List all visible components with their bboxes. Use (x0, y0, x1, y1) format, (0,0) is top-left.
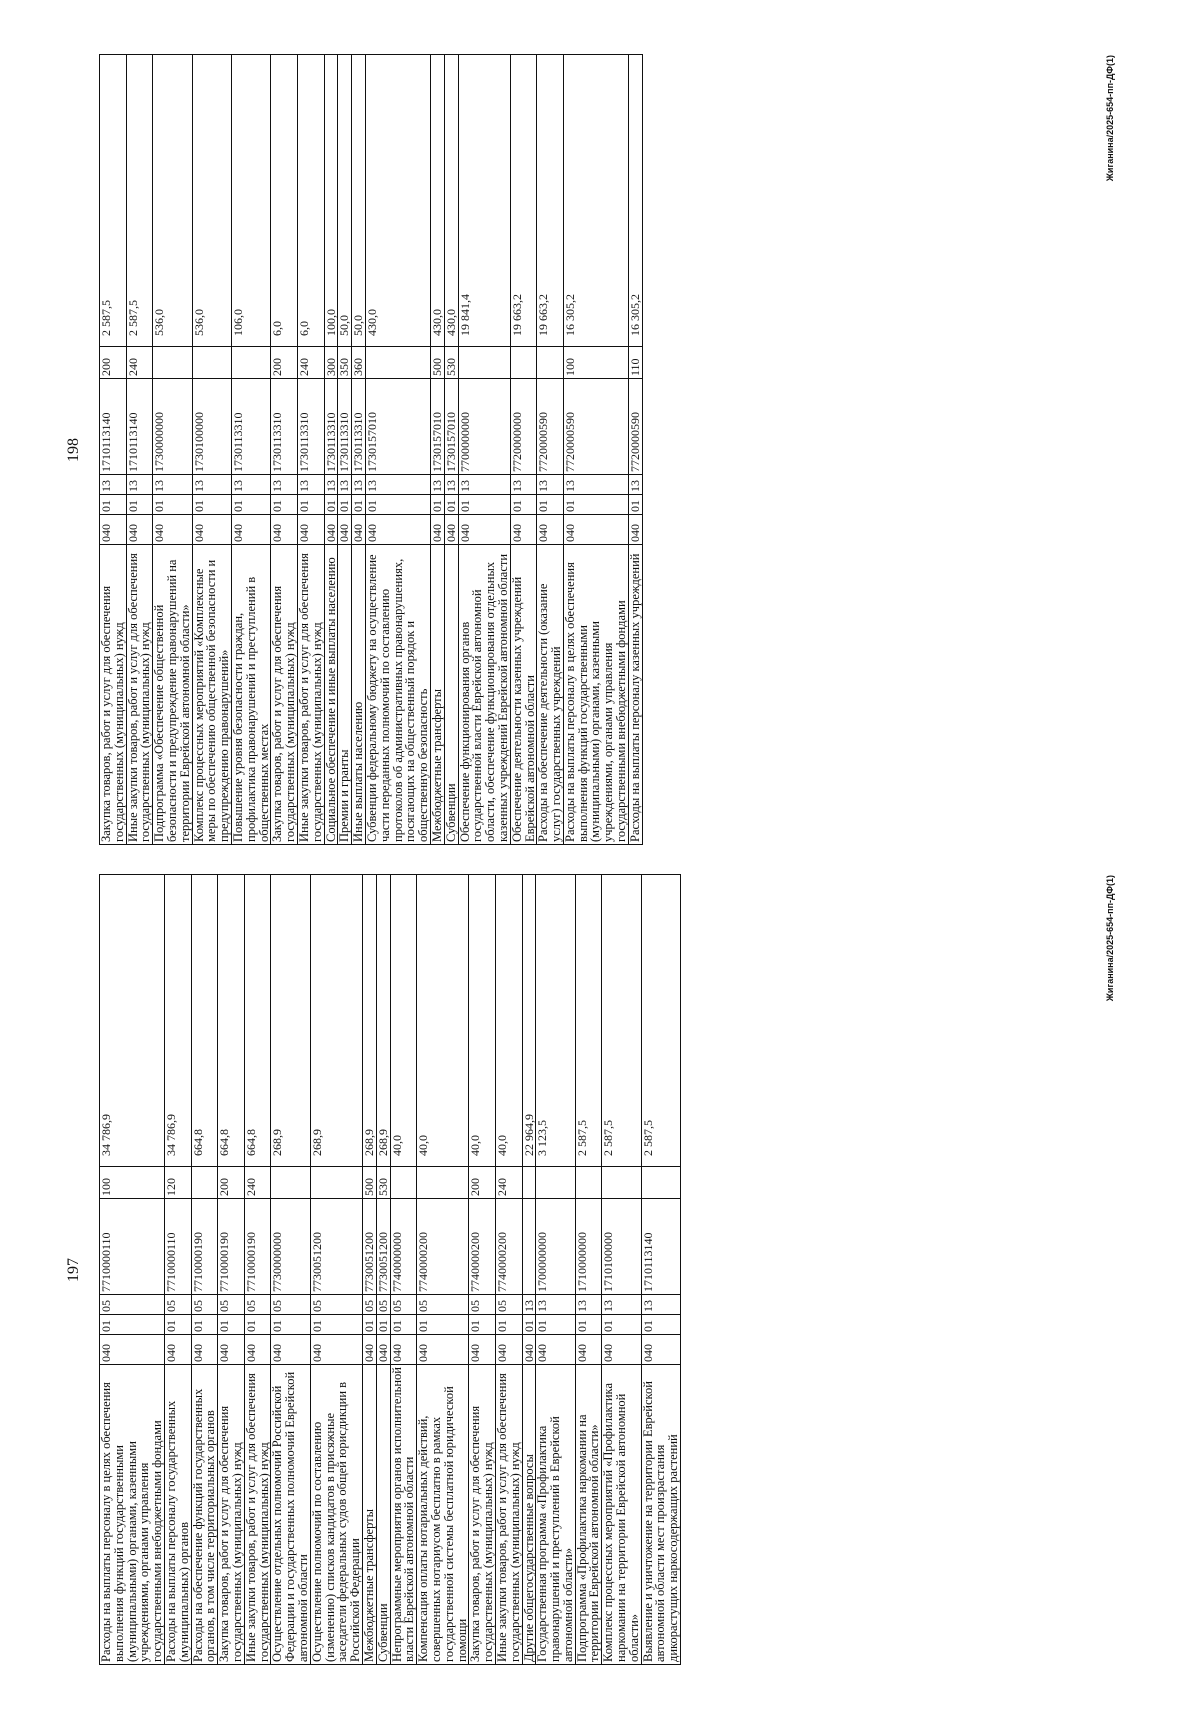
cell-rz: 01 (536, 1315, 575, 1335)
table-row (522, 875, 536, 1665)
cell-sum: 430,0 (444, 55, 458, 347)
table-row (602, 875, 641, 1665)
cell-csr: 1730113310 (352, 379, 366, 475)
cell-vr (536, 1167, 575, 1199)
table-row (575, 875, 602, 1665)
cell-pr: 13 (536, 1295, 575, 1315)
cell-vr (365, 347, 430, 379)
table-row (469, 875, 496, 1665)
cell-pr: 13 (641, 1295, 680, 1315)
cell-pr: 13 (338, 475, 352, 495)
cell-ved: 040 (536, 1335, 575, 1365)
cell-rz: 01 (563, 495, 628, 515)
table-row (100, 875, 165, 1665)
cell-name: Социальное обеспечение и иные выплаты населению (324, 545, 338, 845)
cell-vr: 350 (338, 347, 352, 379)
cell-vr: 530 (376, 1167, 390, 1199)
cell-rz: 01 (310, 1315, 362, 1335)
cell-rz: 01 (244, 1315, 271, 1335)
cell-csr: 7720000590 (628, 379, 642, 475)
cell-rz: 01 (100, 1315, 165, 1335)
cell-ved: 040 (271, 1335, 310, 1365)
cell-pr: 13 (365, 475, 430, 495)
table-row (430, 55, 444, 845)
cell-csr: 1730157010 (430, 379, 444, 475)
cell-name: Обеспечение функционирования органов государственной власти Еврейской автономной области, обеспечение функционирования отдельных казенных учреждений Еврейской автономной области (458, 545, 510, 845)
cell-vr (641, 1167, 680, 1199)
cell-vr: 110 (628, 347, 642, 379)
cell-csr: 1710113140 (641, 1199, 680, 1295)
cell-name: Межбюджетные трансферты (430, 545, 444, 845)
cell-name: Обеспечение деятельности казенных учреждений Еврейской автономной области (510, 545, 537, 845)
cell-ved: 040 (244, 1335, 271, 1365)
cell-name: Расходы на обеспечение функций государственных органов, в том числе территориальных органов (191, 1365, 218, 1665)
cell-ved: 040 (495, 1335, 522, 1365)
cell-ved: 040 (430, 515, 444, 545)
cell-rz: 01 (376, 1315, 390, 1335)
table-row (362, 875, 376, 1665)
cell-pr: 13 (458, 475, 510, 495)
cell-csr: 1700000000 (536, 1199, 575, 1295)
cell-rz: 01 (602, 1315, 641, 1335)
cell-ved: 040 (352, 515, 366, 545)
cell-csr: 7710000110 (164, 1199, 191, 1295)
cell-vr: 240 (244, 1167, 271, 1199)
cell-name: Иные закупки товаров, работ и услуг для обеспечения государственных (муниципальных) нужд (244, 1365, 271, 1665)
table-row (324, 55, 338, 845)
cell-sum: 664,8 (191, 875, 218, 1167)
cell-rz: 01 (297, 495, 324, 515)
cell-csr: 7710000110 (100, 1199, 165, 1295)
cell-pr: 05 (191, 1295, 218, 1315)
page-number: 197 (65, 1258, 82, 1282)
cell-csr: 1730113310 (297, 379, 324, 475)
cell-rz: 01 (218, 1315, 245, 1335)
cell-csr: 1730100000 (192, 379, 231, 475)
cell-ved: 040 (444, 515, 458, 545)
rotated-spread (55, 55, 1145, 1665)
cell-sum: 664,8 (244, 875, 271, 1167)
cell-name: Комплекс процессных мероприятий «Комплексные меры по обеспечению общественной безопасности и предупреждению правонарушений» (192, 545, 231, 845)
table-row (537, 55, 564, 845)
cell-vr (575, 1167, 602, 1199)
cell-name: Закупка товаров, работ и услуг для обеспечения государственных (муниципальных) нужд (218, 1365, 245, 1665)
budget-table (99, 874, 681, 1665)
cell-ved: 040 (417, 1335, 469, 1365)
table-row (231, 55, 270, 845)
cell-name: Непрограммные мероприятия органов исполнительной власти Еврейской автономной области (390, 1365, 417, 1665)
cell-vr: 240 (495, 1167, 522, 1199)
page-number: 198 (65, 438, 82, 462)
cell-pr: 05 (164, 1295, 191, 1315)
cell-csr: 7710000190 (191, 1199, 218, 1295)
cell-pr: 13 (522, 1295, 536, 1315)
cell-ved: 040 (100, 1335, 165, 1365)
cell-ved: 040 (164, 1335, 191, 1365)
cell-pr: 13 (510, 475, 537, 495)
footer-code: Жиганина/2025-654-пп-ДФ(1) (1105, 55, 1115, 182)
cell-rz: 01 (469, 1315, 496, 1335)
cell-pr: 05 (244, 1295, 271, 1315)
cell-ved: 040 (218, 1335, 245, 1365)
cell-ved: 040 (628, 515, 642, 545)
cell-pr: 05 (218, 1295, 245, 1315)
cell-name: Подпрограмма «Профилактика наркомании на территории Еврейской автономной области» (575, 1365, 602, 1665)
cell-rz: 01 (126, 495, 153, 515)
cell-name: Осуществление полномочий по составлению (изменению) списков кандидатов в присяжные заседатели федеральных судов общей юрисдикции в Российской Федерации (310, 1365, 362, 1665)
cell-sum: 22 964,9 (522, 875, 536, 1167)
cell-ved: 040 (376, 1335, 390, 1365)
cell-name: Иные закупки товаров, работ и услуг для обеспечения государственных (муниципальных) нужд (495, 1365, 522, 1665)
table-row (271, 55, 298, 845)
cell-csr: 7710000190 (244, 1199, 271, 1295)
cell-pr: 05 (495, 1295, 522, 1315)
cell-ved: 040 (537, 515, 564, 545)
cell-name: Повышение уровня безопасности граждан, профилактика правонарушений и преступлений в общественных местах (231, 545, 270, 845)
cell-pr: 05 (362, 1295, 376, 1315)
cell-name: Выявление и уничтожение на территории Еврейской автономной области мест произрастания дикорастущих наркосодержащих растений (641, 1365, 680, 1665)
cell-name: Закупка товаров, работ и услуг для обеспечения государственных (муниципальных) нужд (100, 545, 127, 845)
cell-ved: 040 (231, 515, 270, 545)
cell-vr (522, 1167, 536, 1199)
cell-rz: 01 (522, 1315, 536, 1335)
cell-ved: 040 (563, 515, 628, 545)
cell-pr: 05 (271, 1295, 310, 1315)
cell-csr: 7740000200 (495, 1199, 522, 1295)
cell-name: Премии и гранты (338, 545, 352, 845)
cell-vr: 100 (100, 1167, 165, 1199)
cell-name: Расходы на выплаты персоналу государственных (муниципальных) органов (164, 1365, 191, 1665)
cell-pr: 05 (469, 1295, 496, 1315)
table-row (218, 875, 245, 1665)
cell-pr: 05 (376, 1295, 390, 1315)
cell-sum: 430,0 (365, 55, 430, 347)
cell-rz: 01 (417, 1315, 469, 1335)
cell-sum: 2 587,5 (575, 875, 602, 1167)
table-row (495, 875, 522, 1665)
cell-ved: 040 (100, 515, 127, 545)
footer-code: Жиганина/2025-654-пп-ДФ(1) (1105, 875, 1115, 1002)
cell-ved: 040 (458, 515, 510, 545)
cell-ved: 040 (338, 515, 352, 545)
cell-rz: 01 (231, 495, 270, 515)
cell-rz: 01 (271, 495, 298, 515)
cell-sum: 268,9 (362, 875, 376, 1167)
cell-csr: 7740000000 (390, 1199, 417, 1295)
cell-pr: 13 (100, 475, 127, 495)
cell-vr (310, 1167, 362, 1199)
cell-vr (602, 1167, 641, 1199)
cell-pr: 13 (297, 475, 324, 495)
page-right (55, 55, 1145, 845)
cell-name: Иные выплаты населению (352, 545, 366, 845)
cell-rz: 01 (641, 1315, 680, 1335)
cell-vr: 100 (563, 347, 628, 379)
cell-csr: 1730113310 (231, 379, 270, 475)
cell-rz: 01 (430, 495, 444, 515)
cell-csr: 7720000590 (563, 379, 628, 475)
cell-rz: 01 (537, 495, 564, 515)
cell-vr: 530 (444, 347, 458, 379)
cell-rz: 01 (153, 495, 192, 515)
cell-rz: 01 (271, 1315, 310, 1335)
cell-sum: 2 587,5 (641, 875, 680, 1167)
cell-csr: 7730051200 (376, 1199, 390, 1295)
table-row (563, 55, 628, 845)
cell-vr: 200 (100, 347, 127, 379)
cell-sum: 34 786,9 (100, 875, 165, 1167)
cell-vr: 240 (126, 347, 153, 379)
table-row (153, 55, 192, 845)
cell-rz: 01 (495, 1315, 522, 1335)
cell-sum: 40,0 (469, 875, 496, 1167)
cell-csr: 1730000000 (153, 379, 192, 475)
cell-vr (537, 347, 564, 379)
cell-name: Иные закупки товаров, работ и услуг для обеспечения государственных (муниципальных) нужд (126, 545, 153, 845)
cell-vr: 300 (324, 347, 338, 379)
cell-name: Расходы на обеспечение деятельности (оказание услуг) государственных учреждений (537, 545, 564, 845)
cell-sum: 50,0 (338, 55, 352, 347)
cell-pr: 05 (417, 1295, 469, 1315)
cell-pr: 13 (430, 475, 444, 495)
cell-sum: 16 305,2 (628, 55, 642, 347)
cell-sum: 2 587,5 (126, 55, 153, 347)
cell-sum: 19 663,2 (537, 55, 564, 347)
cell-csr: 1730113310 (338, 379, 352, 475)
table-row (164, 875, 191, 1665)
table-row (510, 55, 537, 845)
cell-vr (192, 347, 231, 379)
table-row (376, 875, 390, 1665)
cell-csr: 7730051200 (362, 1199, 376, 1295)
table-row (641, 875, 680, 1665)
cell-pr: 13 (153, 475, 192, 495)
cell-rz: 01 (192, 495, 231, 515)
table-row (271, 875, 310, 1665)
cell-sum: 3 123,5 (536, 875, 575, 1167)
cell-name: Расходы на выплаты персоналу в целях обеспечения выполнения функций государственными (муниципальными) органами, казенными учреждениями, органами управления государственными внебюджетными фондами (563, 545, 628, 845)
cell-vr (458, 347, 510, 379)
cell-sum: 40,0 (417, 875, 469, 1167)
table-row (417, 875, 469, 1665)
cell-csr: 1730157010 (365, 379, 430, 475)
cell-vr: 200 (271, 347, 298, 379)
table-row (100, 55, 127, 845)
cell-name: Межбюджетные трансферты (362, 1365, 376, 1665)
cell-csr: 1710000000 (575, 1199, 602, 1295)
cell-rz: 01 (338, 495, 352, 515)
budget-table (99, 54, 643, 845)
cell-csr: 7740000200 (417, 1199, 469, 1295)
cell-sum: 34 786,9 (164, 875, 191, 1167)
cell-csr: 7740000200 (469, 1199, 496, 1295)
cell-csr: 7730000000 (271, 1199, 310, 1295)
cell-sum: 2 587,5 (602, 875, 641, 1167)
cell-vr: 120 (164, 1167, 191, 1199)
cell-pr: 05 (100, 1295, 165, 1315)
cell-pr: 13 (231, 475, 270, 495)
cell-vr: 240 (297, 347, 324, 379)
page-left (55, 875, 1145, 1665)
cell-ved: 040 (153, 515, 192, 545)
cell-csr (522, 1199, 536, 1295)
table-row (191, 875, 218, 1665)
cell-sum: 40,0 (495, 875, 522, 1167)
cell-rz: 01 (324, 495, 338, 515)
cell-pr: 13 (602, 1295, 641, 1315)
cell-name: Расходы на выплаты персоналу казенных учреждений (628, 545, 642, 845)
cell-sum: 664,8 (218, 875, 245, 1167)
cell-name: Иные закупки товаров, работ и услуг для обеспечения государственных (муниципальных) нужд (297, 545, 324, 845)
cell-ved: 040 (271, 515, 298, 545)
cell-vr: 500 (362, 1167, 376, 1199)
table-row (310, 875, 362, 1665)
cell-csr: 1710100000 (602, 1199, 641, 1295)
cell-csr: 7720000590 (537, 379, 564, 475)
cell-ved: 040 (297, 515, 324, 545)
cell-name: Субвенции федеральному бюджету на осуществление части переданных полномочий по составлению протоколов об административных правонарушениях, посягающих на общественный порядок и общественную безопасность (365, 545, 430, 845)
cell-csr: 1730113310 (324, 379, 338, 475)
cell-name: Расходы на выплаты персоналу в целях обеспечения выполнения функций государственными (муниципальными) органами, казенными учреждениями, органами управления государственными внебюджетными фондами (100, 1365, 165, 1665)
cell-csr: 1730113310 (271, 379, 298, 475)
cell-name: Комплекс процессных мероприятий «Профилактика наркомании на территории Еврейской автономной области» (602, 1365, 641, 1665)
cell-sum: 536,0 (192, 55, 231, 347)
cell-name: Подпрограмма «Обеспечение общественной безопасности и предупреждение правонарушений на территории Еврейской автономной области» (153, 545, 192, 845)
cell-rz: 01 (164, 1315, 191, 1335)
cell-vr (390, 1167, 417, 1199)
cell-ved: 040 (191, 1335, 218, 1365)
cell-rz: 01 (444, 495, 458, 515)
cell-csr: 1710113140 (126, 379, 153, 475)
cell-name: Компенсация оплаты нотариальных действий, совершенных нотариусом бесплатно в рамках государственной системы бесплатной юридической помощи (417, 1365, 469, 1665)
cell-name: Осуществление отдельных полномочий Российской Федерации и государственных полномочий Еврейской автономной области (271, 1365, 310, 1665)
cell-rz: 01 (458, 495, 510, 515)
cell-pr: 13 (563, 475, 628, 495)
table-row (390, 875, 417, 1665)
cell-sum: 2 587,5 (100, 55, 127, 347)
cell-ved: 040 (365, 515, 430, 545)
cell-vr (271, 1167, 310, 1199)
cell-name: Субвенции (376, 1365, 390, 1665)
cell-csr: 7720000000 (510, 379, 537, 475)
cell-rz: 01 (100, 495, 127, 515)
cell-vr (510, 347, 537, 379)
table-row (297, 55, 324, 845)
cell-sum: 268,9 (310, 875, 362, 1167)
table-row (365, 55, 430, 845)
cell-sum: 268,9 (376, 875, 390, 1167)
cell-pr: 13 (537, 475, 564, 495)
cell-rz: 01 (362, 1315, 376, 1335)
cell-rz: 01 (191, 1315, 218, 1335)
cell-rz: 01 (628, 495, 642, 515)
cell-ved: 040 (126, 515, 153, 545)
cell-pr: 13 (352, 475, 366, 495)
cell-rz: 01 (390, 1315, 417, 1335)
cell-ved: 040 (522, 1335, 536, 1365)
cell-vr (153, 347, 192, 379)
cell-vr (417, 1167, 469, 1199)
cell-sum: 6,0 (297, 55, 324, 347)
cell-ved: 040 (641, 1335, 680, 1365)
cell-name: Государственная программа «Профилактика правонарушений и преступлений в Еврейской автономной области» (536, 1365, 575, 1665)
cell-sum: 40,0 (390, 875, 417, 1167)
cell-sum: 268,9 (271, 875, 310, 1167)
cell-name: Другие общегосударственные вопросы (522, 1365, 536, 1665)
cell-csr: 7700000000 (458, 379, 510, 475)
cell-rz: 01 (575, 1315, 602, 1335)
table-row (536, 875, 575, 1665)
cell-rz: 01 (365, 495, 430, 515)
cell-pr: 13 (192, 475, 231, 495)
cell-sum: 19 663,2 (510, 55, 537, 347)
cell-pr: 13 (444, 475, 458, 495)
table-row (338, 55, 352, 845)
cell-sum: 100,0 (324, 55, 338, 347)
cell-pr: 13 (126, 475, 153, 495)
cell-pr: 13 (575, 1295, 602, 1315)
cell-ved: 040 (510, 515, 537, 545)
cell-pr: 13 (271, 475, 298, 495)
cell-ved: 040 (575, 1335, 602, 1365)
cell-name: Закупка товаров, работ и услуг для обеспечения государственных (муниципальных) нужд (469, 1365, 496, 1665)
cell-vr: 200 (469, 1167, 496, 1199)
cell-ved: 040 (469, 1335, 496, 1365)
table-row (628, 55, 642, 845)
table-row (444, 55, 458, 845)
cell-csr: 1710113140 (100, 379, 127, 475)
cell-csr: 1730157010 (444, 379, 458, 475)
cell-ved: 040 (324, 515, 338, 545)
cell-pr: 13 (324, 475, 338, 495)
cell-sum: 430,0 (430, 55, 444, 347)
cell-vr: 200 (218, 1167, 245, 1199)
table-row (458, 55, 510, 845)
cell-ved: 040 (362, 1335, 376, 1365)
cell-rz: 01 (352, 495, 366, 515)
table-row (126, 55, 153, 845)
cell-pr: 05 (310, 1295, 362, 1315)
cell-vr (191, 1167, 218, 1199)
cell-rz: 01 (510, 495, 537, 515)
cell-name: Закупка товаров, работ и услуг для обеспечения государственных (муниципальных) нужд (271, 545, 298, 845)
cell-sum: 536,0 (153, 55, 192, 347)
cell-ved: 040 (390, 1335, 417, 1365)
cell-sum: 6,0 (271, 55, 298, 347)
cell-sum: 106,0 (231, 55, 270, 347)
cell-name: Субвенции (444, 545, 458, 845)
cell-vr: 500 (430, 347, 444, 379)
cell-ved: 040 (602, 1335, 641, 1365)
cell-pr: 05 (390, 1295, 417, 1315)
table-row (352, 55, 366, 845)
cell-sum: 50,0 (352, 55, 366, 347)
cell-ved: 040 (192, 515, 231, 545)
cell-vr (231, 347, 270, 379)
cell-vr: 360 (352, 347, 366, 379)
cell-sum: 16 305,2 (563, 55, 628, 347)
cell-ved: 040 (310, 1335, 362, 1365)
cell-csr: 7730051200 (310, 1199, 362, 1295)
cell-sum: 19 841,4 (458, 55, 510, 347)
cell-pr: 13 (628, 475, 642, 495)
table-row (192, 55, 231, 845)
cell-csr: 7710000190 (218, 1199, 245, 1295)
table-row (244, 875, 271, 1665)
